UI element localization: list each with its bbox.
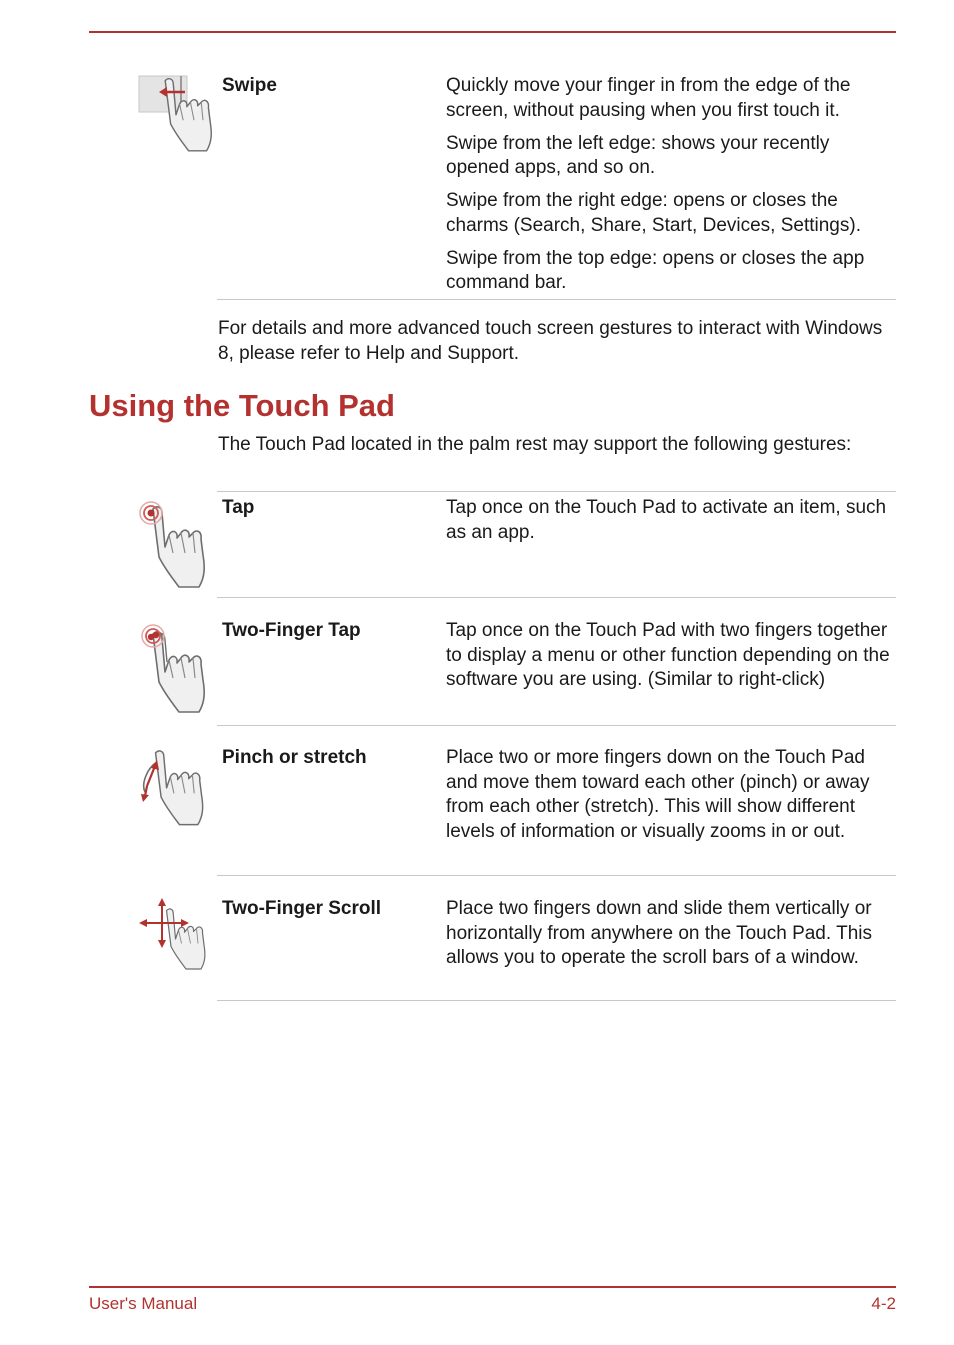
row-divider: [217, 1000, 896, 1001]
gesture-description-tap: Tap once on the Touch Pad to activate an item, such as an app.: [446, 497, 887, 543]
row-divider: [217, 725, 896, 726]
swipe-gesture-icon: [135, 74, 219, 164]
swipe-paragraph: Swipe from the left edge: shows your recently opened apps, and so on.: [446, 132, 830, 178]
gesture-description-swipe: [446, 74, 896, 304]
row-divider: [217, 875, 896, 876]
footer-manual-title: User's Manual: [89, 1294, 198, 1313]
tap-gesture-icon: [135, 497, 219, 587]
swipe-paragraph: Swipe from the right edge: opens or closes the charms (Search, Share, Start, Devices, Settings).: [446, 190, 861, 236]
gesture-term-two-finger-tap: Two-Finger Tap: [222, 620, 361, 641]
gesture-description-two-finger-scroll: Place two fingers down and slide them vertically or horizontally from anywhere on the Touch Pad. This allows you to operate the scroll bars of a window.: [446, 898, 872, 968]
gesture-term-swipe: Swipe: [222, 75, 277, 96]
gesture-description-two-finger-tap: Tap once on the Touch Pad with two fingers together to display a menu or other function depending on the software you are using. (Similar to right-click): [446, 620, 890, 690]
footer-rule: [89, 1286, 896, 1288]
two-finger-scroll-gesture-icon: [135, 896, 219, 986]
section-title: Using the Touch Pad: [89, 388, 395, 423]
gesture-description-pinch-or-stretch: Place two or more fingers down on the Touch Pad and move them toward each other (pinch) or away from each other (stretch). This will show different levels of information or visually zooms in or out.: [446, 747, 870, 842]
row-divider: [217, 299, 896, 300]
two-finger-tap-gesture-icon: [135, 622, 219, 712]
section-intro: The Touch Pad located in the palm rest may support the following gestures:: [218, 434, 852, 455]
pinch-gesture-icon: [135, 748, 219, 838]
gesture-term-pinch-or-stretch: Pinch or stretch: [222, 747, 367, 768]
top-rule: [89, 31, 896, 33]
swipe-paragraph: Swipe from the top edge: opens or closes the app command bar.: [446, 247, 865, 293]
gesture-term-tap: Tap: [222, 497, 255, 518]
row-divider: [217, 491, 896, 492]
gesture-term-two-finger-scroll: Two-Finger Scroll: [222, 898, 382, 919]
row-divider: [217, 597, 896, 598]
swipe-paragraph: Quickly move your finger in from the edge of the screen, without pausing when you first touch it.: [446, 75, 851, 121]
footer-page-number: 4-2: [871, 1294, 896, 1313]
details-paragraph: For details and more advanced touch screen gestures to interact with Windows 8, please refer to Help and Support.: [218, 318, 883, 364]
